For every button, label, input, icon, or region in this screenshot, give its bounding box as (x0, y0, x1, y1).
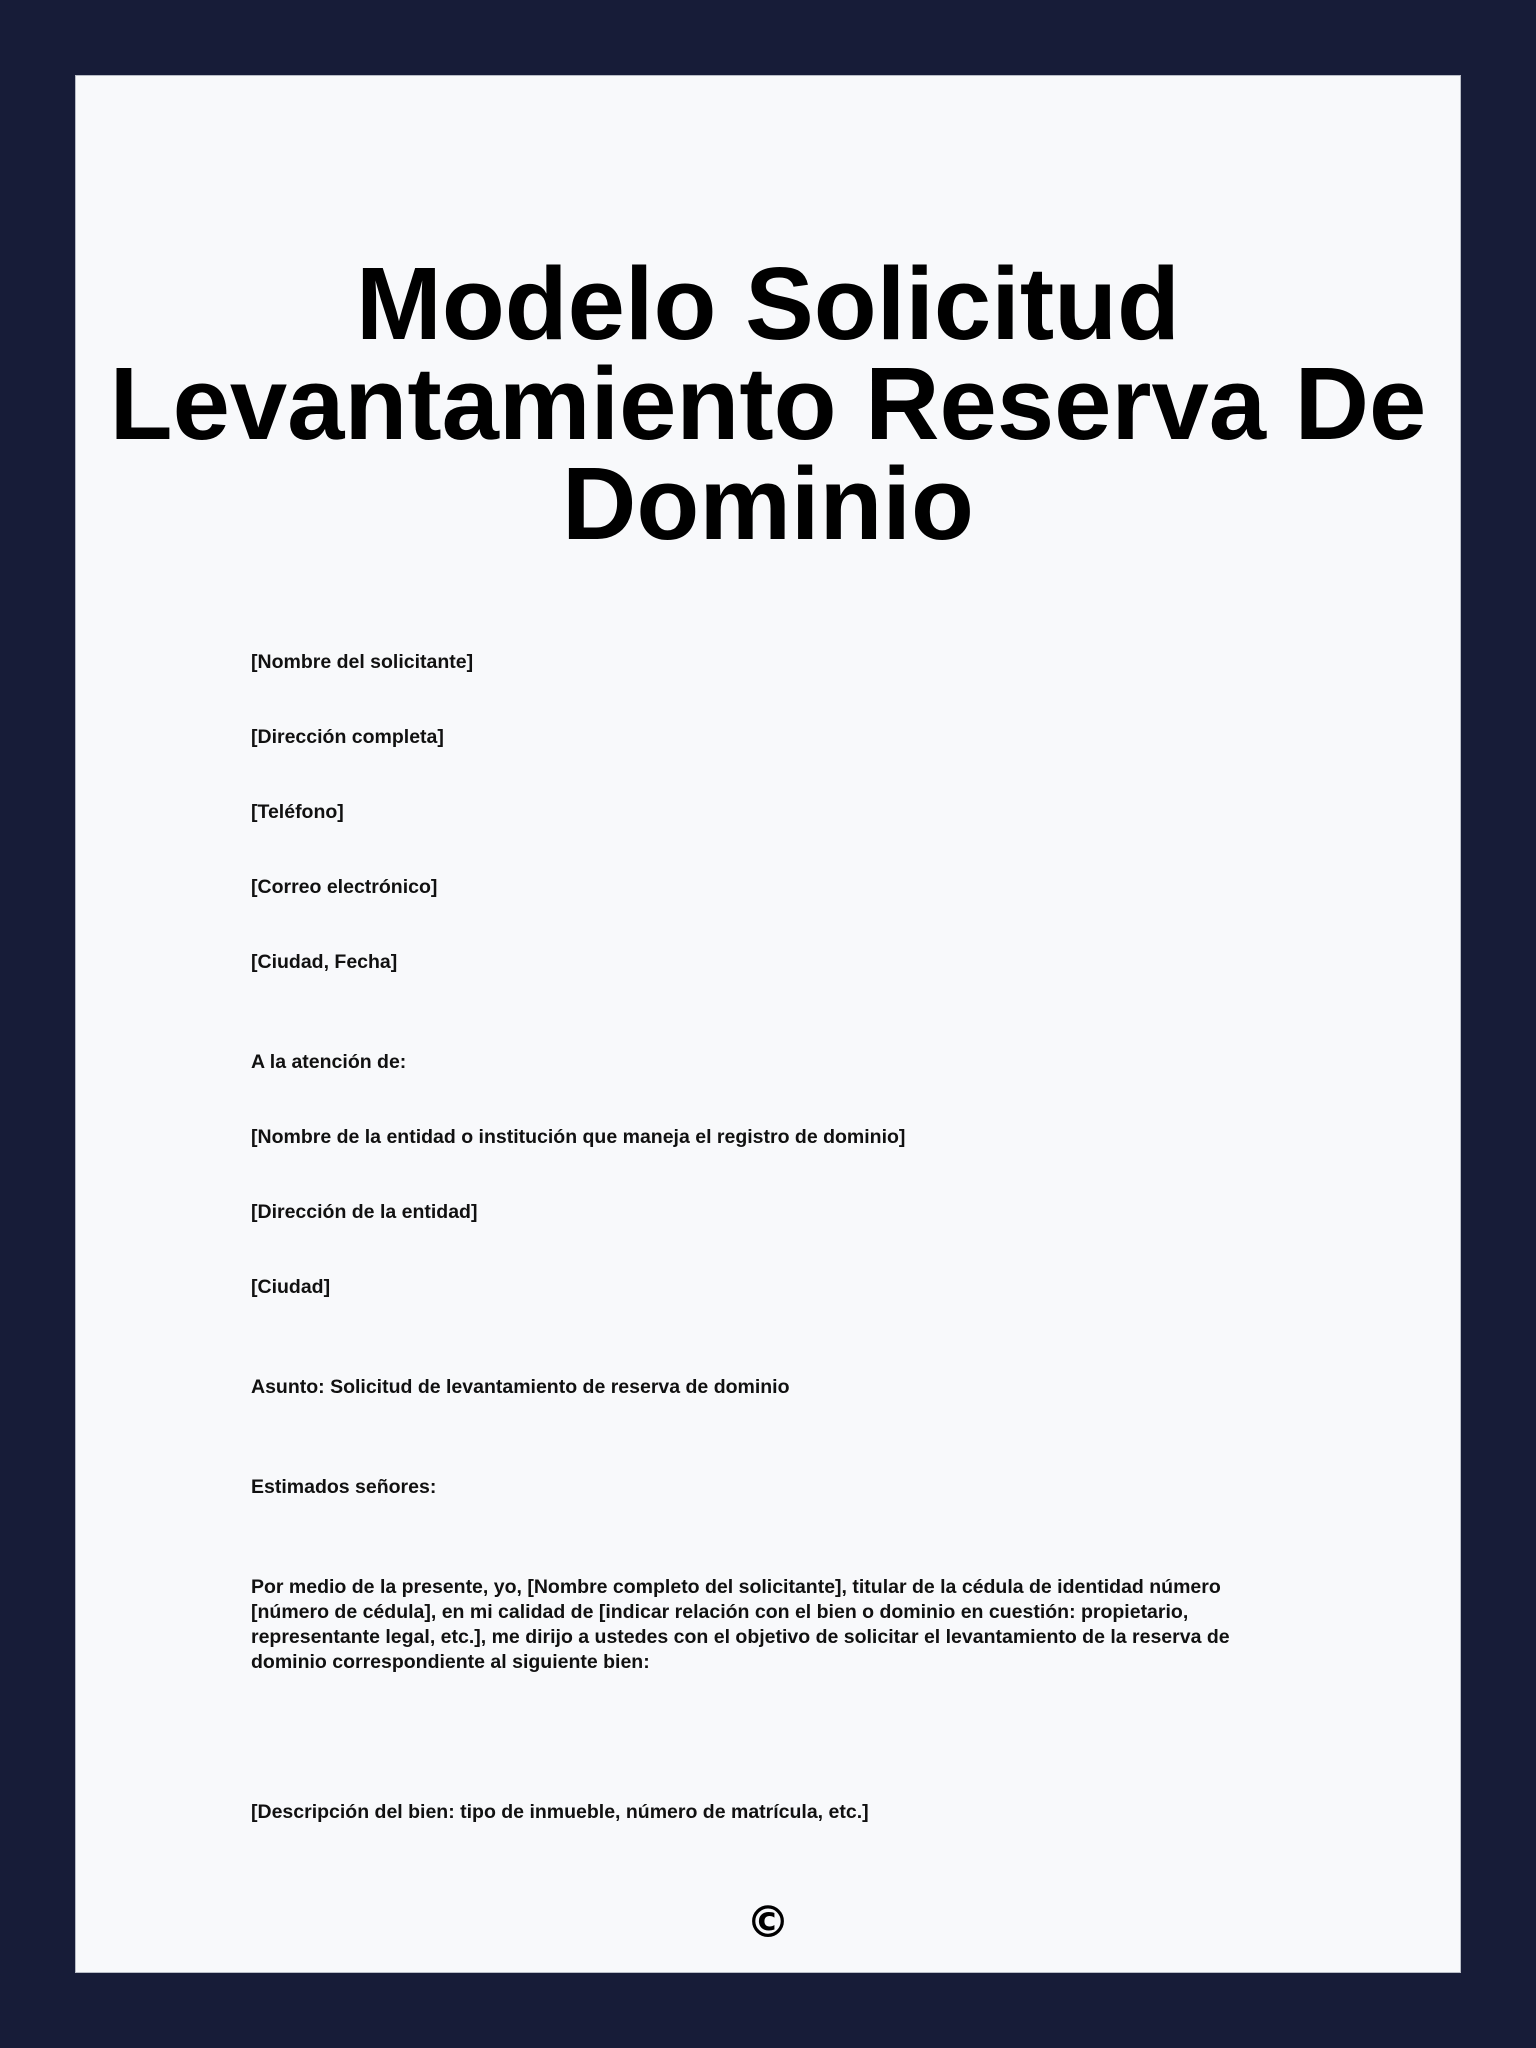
recipient-city: [Ciudad] (251, 1276, 331, 1298)
body-paragraph (251, 1575, 1281, 1675)
body-paragraph-line: Por medio de la presente, yo, [Nombre completo del solicitante], titular de la cédula de identidad número (251, 1576, 1221, 1598)
document-title (76, 246, 1460, 561)
title-line-2: Levantamiento Reserva De (109, 346, 1427, 461)
sender-phone: [Teléfono] (251, 801, 344, 823)
recipient-address: [Dirección de la entidad] (251, 1201, 478, 1223)
sender-city-date: [Ciudad, Fecha] (251, 951, 398, 973)
title-line-3: Dominio (562, 446, 974, 561)
subject-line: Asunto: Solicitud de levantamiento de reserva de dominio (251, 1376, 790, 1398)
sender-name: [Nombre del solicitante] (251, 651, 474, 673)
greeting: Estimados señores: (251, 1476, 437, 1498)
title-line-1: Modelo Solicitud (356, 246, 1180, 361)
body-paragraph-line: dominio correspondiente al siguiente bien: (251, 1651, 650, 1673)
attention-label: A la atención de: (251, 1051, 407, 1073)
sender-email: [Correo electrónico] (251, 876, 438, 898)
sender-address: [Dirección completa] (251, 726, 444, 748)
recipient-entity: [Nombre de la entidad o institución que maneja el registro de dominio] (251, 1126, 906, 1148)
body-paragraph-line: representante legal, etc.], me dirijo a ustedes con el objetivo de solicitar el levantamiento de la reserva de (251, 1626, 1230, 1648)
body-paragraph-line: [número de cédula], en mi calidad de [indicar relación con el bien o dominio en cuestión: propietario, (251, 1601, 1189, 1623)
copyright-icon: © (746, 1897, 790, 1948)
document-page (75, 75, 1461, 1973)
property-description: [Descripción del bien: tipo de inmueble, número de matrícula, etc.] (251, 1801, 869, 1823)
